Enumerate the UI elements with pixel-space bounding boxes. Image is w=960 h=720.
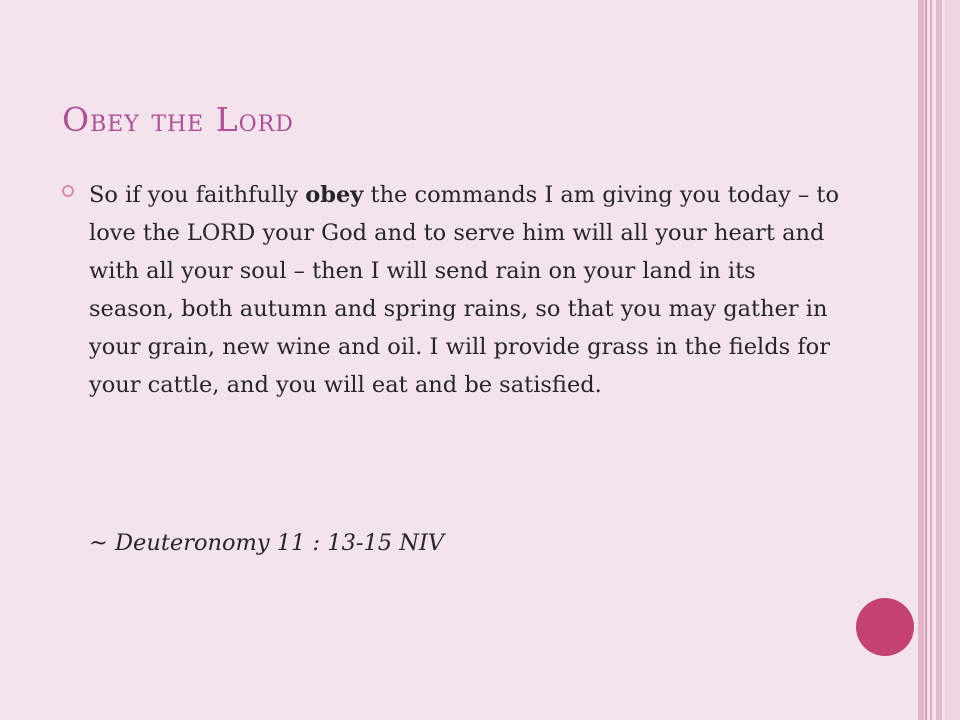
stripe [936,0,942,720]
slide-title [62,100,294,139]
stripe [930,0,932,720]
slide-title-text: OBEY THE LORD [62,100,294,139]
body-paragraph [89,176,839,404]
bullet-ring-icon [62,185,74,197]
body-text-part: So if you faithfully [89,182,306,208]
body-text-part: the commands I am giving you today – to love the LORD your God and to serve him will all your heart and with all your soul – then I will send rain on your land in its season, both autumn and spring rains, so that you may gather in your grain, new wine and oil. I will provide grass in the fields for your cattle, and you will eat and be satisfied. [89,182,840,398]
decorative-circle [856,598,914,656]
body-bold-word: obey [305,182,364,208]
decorative-stripes [918,0,960,720]
stripe [918,0,924,720]
stripe [945,0,960,720]
scripture-citation: ~ Deuteronomy 11 : 13-15 NIV [89,530,445,556]
stripe [925,0,927,720]
